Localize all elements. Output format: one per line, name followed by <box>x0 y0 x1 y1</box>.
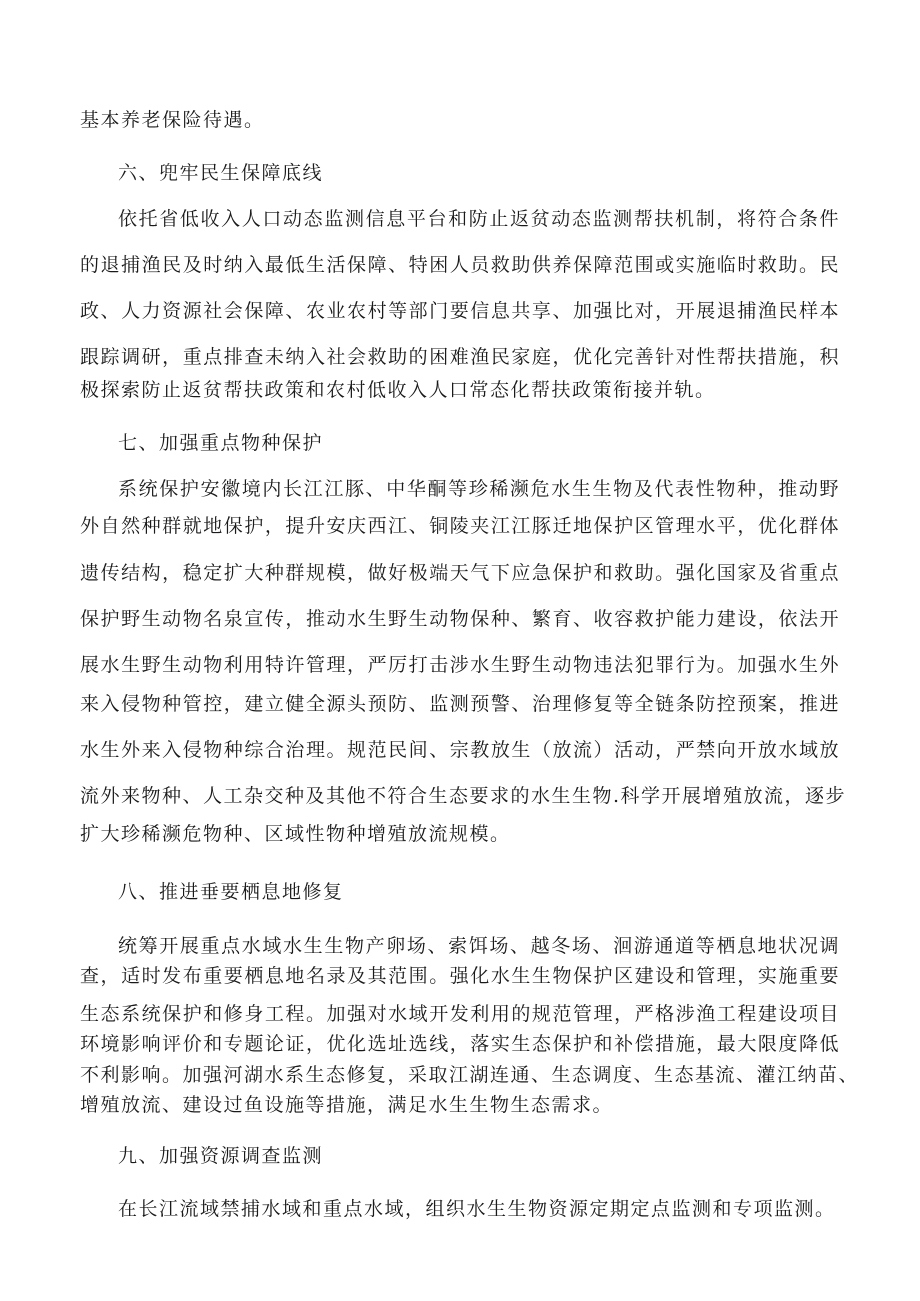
paragraph-line: 政、人力资源社会保障、农业农村等部门要信息共享、加强比对，开展退捕渔民样本 <box>80 300 840 322</box>
paragraph-line: 外自然种群就地保护，提升安庆西江、铜陵夹江江豚迁地保护区管理水平，优化群体 <box>80 515 840 537</box>
paragraph-line: 流外来物种、人工杂交种及其他不符合生态要求的水生生物.科学开展增殖放流，逐步 <box>80 785 847 807</box>
paragraph-line: 在长江流域禁捕水域和重点水域，组织水生生物资源定期定点监测和专项监测。 <box>118 1198 836 1220</box>
paragraph-line: 扩大珍稀濒危物种、区域性物种增殖放流规模。 <box>80 823 511 845</box>
paragraph-line: 水生外来入侵物种综合治理。规范民间、宗教放生（放流）活动，严禁向开放水域放 <box>80 739 840 761</box>
section-heading-9: 九、加强资源调查监测 <box>118 1145 324 1167</box>
paragraph-line: 保护野生动物名泉宣传，推动水生野生动物保种、繁育、收容救护能力建设，依法开 <box>80 608 840 630</box>
section-heading-8: 八、推进垂要栖息地修复 <box>118 881 344 903</box>
paragraph-line: 统筹开展重点水域水生生物产卵场、索饵场、越冬场、洄游通道等栖息地状况调 <box>118 935 840 957</box>
paragraph-line: 不利影响。加强河湖水系生态修复，采取江湖连通、生态调度、生态基流、灌江纳苗、 <box>80 1064 860 1086</box>
paragraph-line: 依托省低收入人口动态监测信息平台和防止返贫动态监测帮扶机制，将符合条件 <box>118 208 840 230</box>
section-heading-7: 七、加强重点物种保护 <box>118 432 324 454</box>
paragraph-line: 的退捕渔民及时纳入最低生活保障、特困人员救助供养保障范围或实施临时救助。民 <box>80 254 840 276</box>
paragraph-line: 遗传结构，稳定扩大种群规模，做好极端天气下应急保护和救助。强化国家及省重点 <box>80 562 840 584</box>
paragraph-line: 跟踪调研，重点排查未纳入社会救助的困难渔民家庭，优化完善针对性帮扶措施，积 <box>80 346 840 368</box>
paragraph-line: 查，适时发布重要栖息地名录及其范围。强化水生生物保护区建设和管理，实施重要 <box>80 965 840 987</box>
paragraph-line: 环境影响评价和专题论证，优化选址选线，落实生态保护和补偿措施，最大限度降低 <box>80 1033 840 1055</box>
paragraph-line: 生态系统保护和修身工程。加强对水域开发利用的规范管理，严格涉渔工程建设项目 <box>80 1003 840 1025</box>
paragraph-line: 增殖放流、建设过鱼设施等措施，满足水生生物生态需求。 <box>80 1094 614 1116</box>
paragraph-line: 极探索防止返贫帮扶政策和农村低收入人口常态化帮扶政策衔接并轨。 <box>80 379 716 401</box>
paragraph-line: 基本养老保险待遇。 <box>80 109 265 131</box>
paragraph-line: 来入侵物种管控，建立健全源头预防、监测预警、治理修复等全链条防控预案，推进 <box>80 693 840 715</box>
section-heading-6: 六、兜牢民生保障底线 <box>118 162 324 184</box>
paragraph-line: 展水生野生动物利用特许管理，严厉打击涉水生野生动物违法犯罪行为。加强水生外 <box>80 654 840 676</box>
paragraph-line: 系统保护安徽境内长江江豚、中华酮等珍稀濒危水生生物及代表性物种，推动野 <box>118 478 840 500</box>
